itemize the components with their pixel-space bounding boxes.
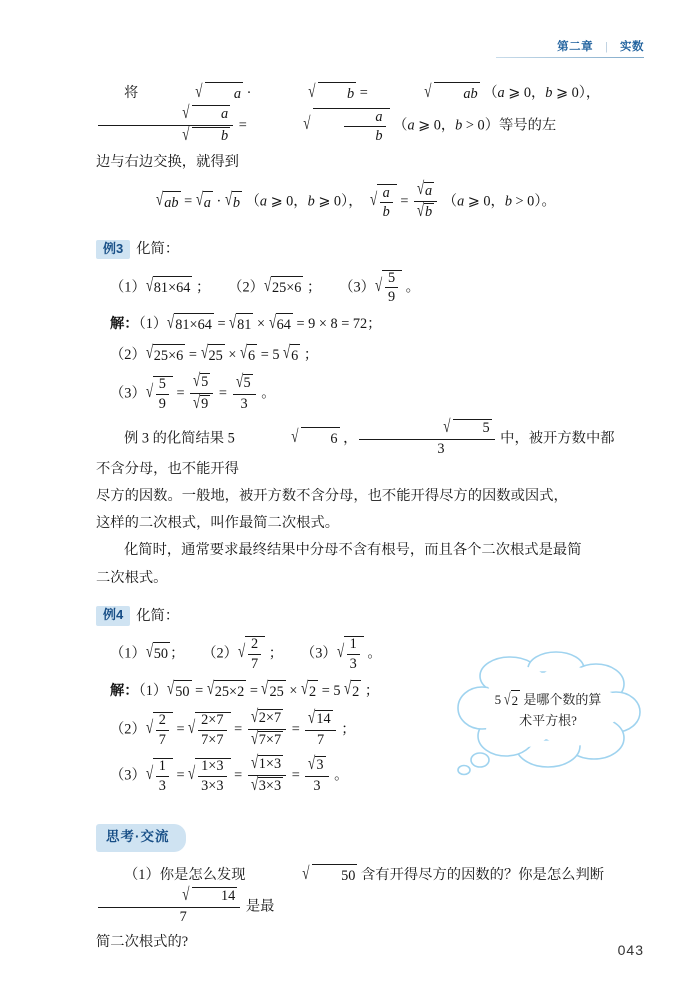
page-header (557, 38, 644, 54)
header-chapter: 第二章 (557, 41, 594, 53)
cloud-callout-text (478, 690, 618, 731)
cloud-text-line1: 5 √2 是哪个数的算 (478, 690, 618, 711)
example4-step-3: （3）√ $\frac{1}{3}$ = √ $\frac{1\times 3}{3\times 3}$ = $\frac{√1\times 3}{√3\times 3}$ = $\frac{√3}{3}$ 。 (110, 752, 349, 795)
display-formula: √ab = √a · √b （a ⩾ 0，b ⩾ 0）， √ $\frac{a}{b}$ = $\frac{√a}{√b}$ （a ⩾ 0，b > 0）。 (156, 179, 556, 221)
header-separator: | (605, 38, 608, 53)
example4-solution-label: 解： (110, 682, 139, 699)
intro-paragraph-line1: 将 √ a · √ b = √ ab （a ⩾ 0，b ⩾ 0）， $\frac{√ a}{√ b}$ = √ $\frac{a}{b}$ （a ⩾ 0，b > 0）等号的左 (96, 82, 616, 146)
example4-tag: 例4 (96, 606, 130, 626)
example3-heading (96, 238, 616, 260)
example3-tag: 例3 (96, 240, 130, 260)
example4-title: 化简： (136, 607, 180, 624)
example3-step-2: （2）√25×6 = √25 × √6 = 5 √6 ； (110, 344, 616, 368)
example3-step-3: （3）√ $\frac{5}{9}$ = $\frac{√5}{√9}$ = $\frac{√5}{3}$ 。 (110, 370, 276, 413)
cloud-text-line2: 术平方根? (519, 713, 577, 729)
discussion-line5: 二次根式。 (96, 569, 168, 586)
think-discuss-tag: 思考·交流 (96, 824, 186, 852)
example3-step-1: 解：（1）√81×64 = √81 × √64 = 9 × 8 = 72； (110, 313, 616, 337)
example4-heading (96, 605, 616, 627)
page-number: 043 (617, 942, 644, 958)
example3-solution-label: 解： (110, 316, 139, 333)
example4-items: （1）√50 ； （2）√ $\frac{2}{7}$ ； （3）√ $\frac{1}{3}$ 。 (110, 636, 382, 672)
cloud-callout (448, 650, 644, 778)
example3-items: （1）√81×64 ； （2）√25×6 ； （3）√ $\frac{5}{9}$ 。 (110, 270, 420, 306)
discussion-line3: 这样的二次根式，叫作最简二次根式。 (96, 515, 340, 532)
discussion-line4: 化简时，通常要求最终结果中分母不含有根号，而且各个二次根式是最简 (124, 542, 582, 559)
think-question-line1: （1）你是怎么发现 √ 50 含有开得尽方的因数的？你是怎么判断 $\frac{√ 14}{7}$ 是最 (96, 864, 616, 926)
think-question-line2: 简二次根式的? (96, 934, 189, 951)
header-rule (496, 57, 644, 58)
intro-paragraph-line2: 边与右边交换，就得到 (96, 154, 239, 171)
example4-step-2: （2）√ $\frac{2}{7}$ = √ $\frac{2\times 7}{7\times 7}$ = $\frac{√2\times 7}{√7\times 7}$ = $\frac{√14}{7}$ ； (110, 706, 356, 749)
page-content (96, 82, 616, 958)
example4-step-1: 解：（1）√50 = √25×2 = √25 × √2 = 5 √2 ； (110, 680, 616, 704)
discussion-line1: 例 3 的化简结果 5 √ 6 ， $\frac{√ 5}{3}$ 中，被开方数中都不含分母，也不能开得 (96, 416, 615, 477)
header-subject: 实数 (620, 41, 644, 53)
example3-title: 化简： (136, 241, 180, 258)
discussion-line2: 尽方的因数。一般地，被开方数不含分母，也不能开得尽方的因数或因式， (96, 488, 568, 505)
